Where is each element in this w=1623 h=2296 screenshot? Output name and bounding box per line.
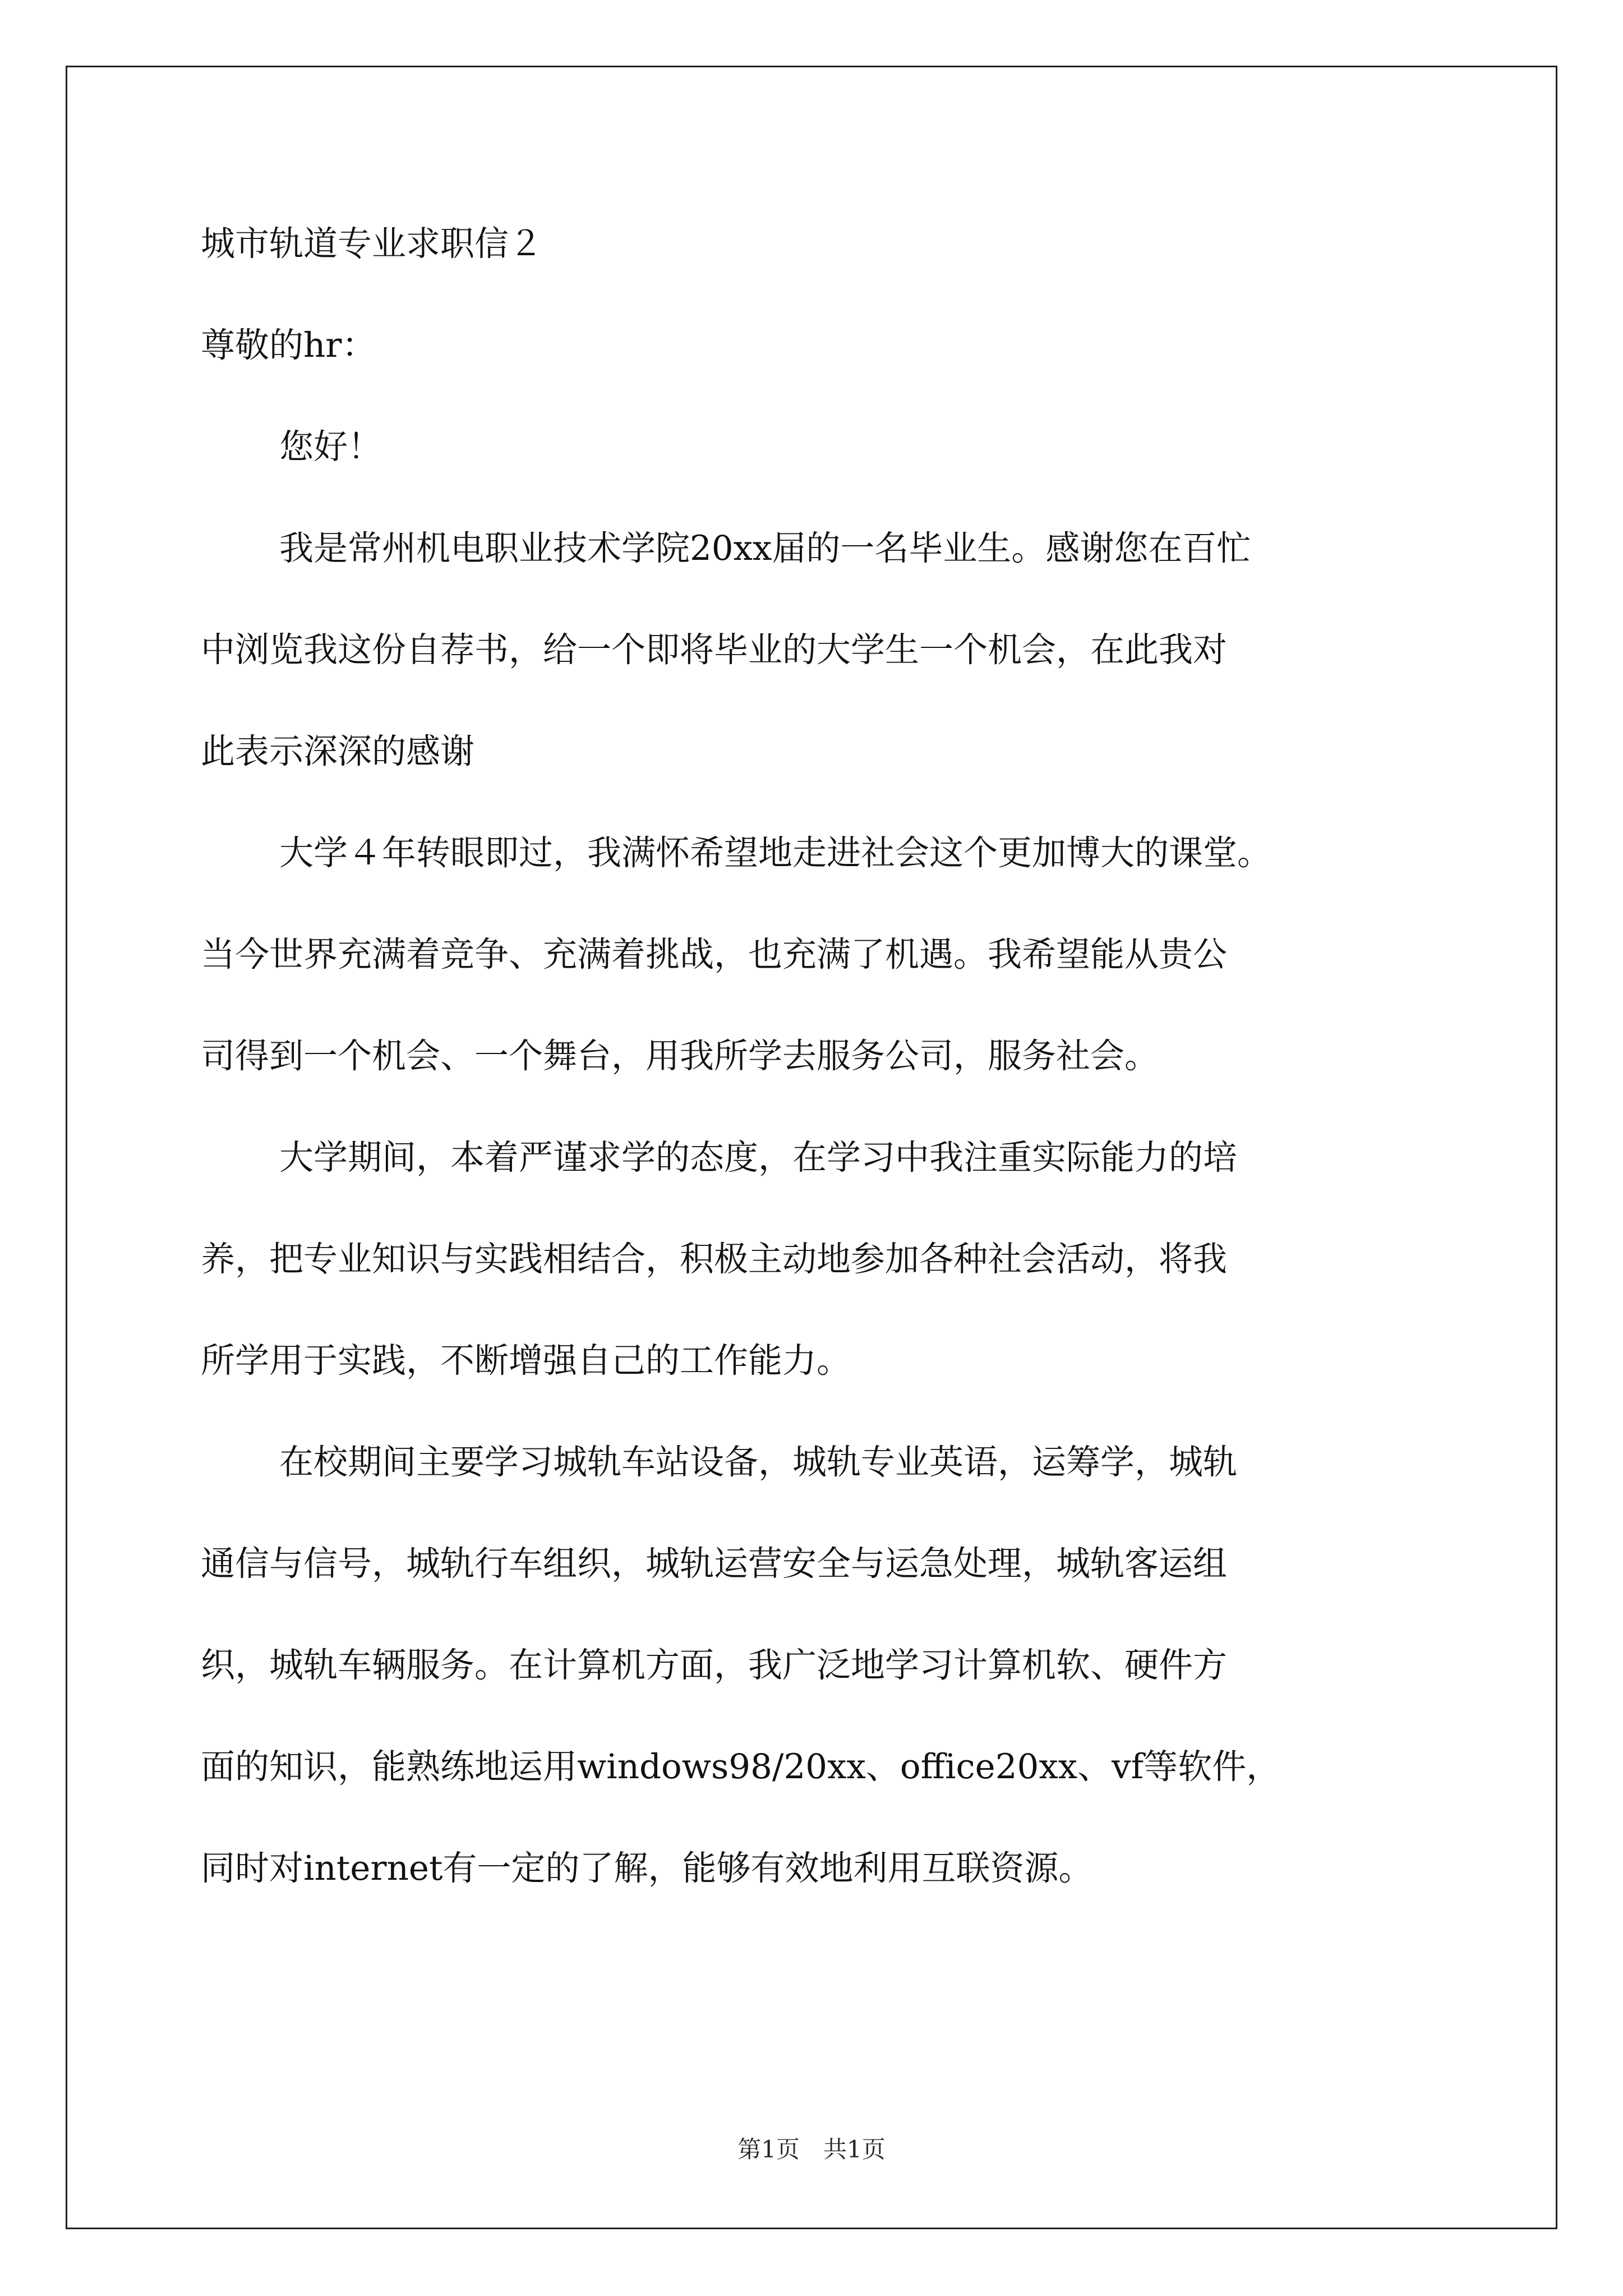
paragraph-line: 司得到一个机会、一个舞台，用我所学去服务公司，服务社会。 [201,1036,1159,1076]
paragraph-introduction [201,523,1429,777]
paragraph-line: 中浏览我这份自荐书，给一个即将毕业的大学生一个机会，在此我对 [201,630,1228,670]
paragraph-line: 当今世界充满着竞争、充满着挑战，也充满了机遇。我希望能从贵公 [201,935,1228,974]
salutation: 尊敬的hr： [201,325,376,365]
paragraph-university-experience [201,1133,1429,1386]
paragraph-aspiration [201,828,1429,1082]
paragraph-line: 大学４年转眼即过，我满怀希望地走进社会这个更加博大的课堂。 [279,833,1272,873]
page-footer: 第1页 共1页 [737,2136,886,2163]
letter-body [201,219,1429,1945]
paragraph-line: 此表示深深的感谢 [201,731,475,771]
paragraph-line: 我是常州机电职业技术学院20xx届的一名毕业生。感谢您在百忙 [279,528,1251,568]
paragraph-line: 所学用于实践，不断增强自己的工作能力。 [201,1341,851,1381]
paragraph-line: 在校期间主要学习城轨车站设备，城轨专业英语，运筹学，城轨 [279,1442,1238,1482]
greeting: 您好！ [279,427,382,467]
paragraph-line: 同时对internet有一定的了解，能够有效地利用互联资源。 [201,1848,1093,1888]
paragraph-line: 养，把专业知识与实践相结合，积极主动地参加各种社会活动，将我 [201,1239,1228,1279]
paragraph-line: 通信与信号，城轨行车组织，城轨运营安全与运急处理，城轨客运组 [201,1544,1228,1584]
paragraph-skills [201,1437,1429,1894]
letter-title: 城市轨道专业求职信２ [201,224,543,264]
paragraph-line: 织，城轨车辆服务。在计算机方面，我广泛地学习计算机软、硬件方 [201,1645,1228,1685]
paragraph-line: 大学期间，本着严谨求学的态度，在学习中我注重实际能力的培 [279,1138,1238,1177]
paragraph-line: 面的知识，能熟练地运用windows98/20xx、office20xx、vf等软件， [201,1747,1281,1787]
